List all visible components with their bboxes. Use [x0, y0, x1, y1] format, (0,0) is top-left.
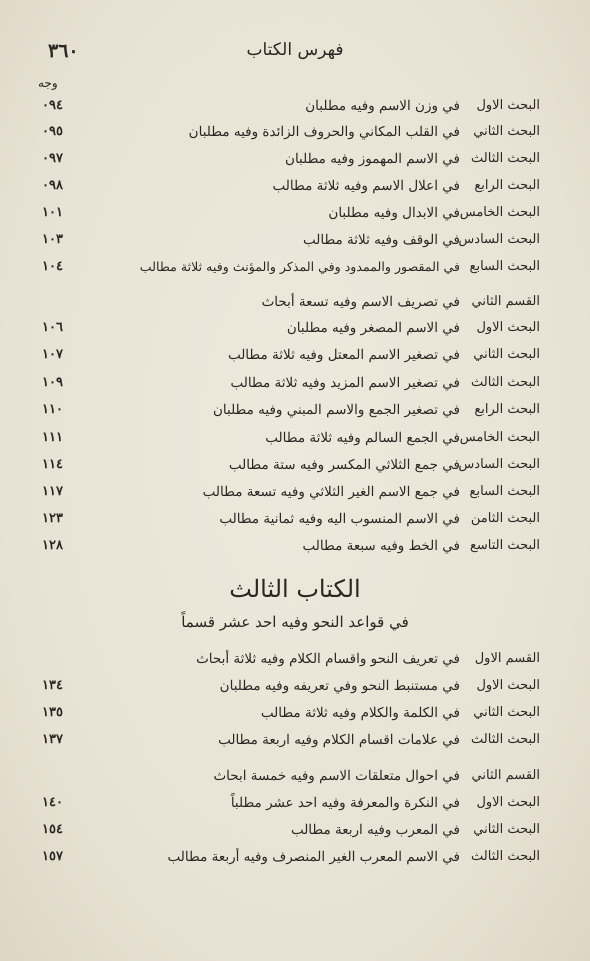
toc-entry [0, 98, 590, 124]
book-title: الكتاب الثالث [229, 575, 361, 603]
entry-description: في جمع الثلاثي المكسر وفيه ستة مطالب [228, 457, 460, 473]
entry-page-number: ١٠٦ [42, 320, 63, 335]
entry-description: في الاسم المصغر وفيه مطلبان [286, 320, 460, 336]
section-label: القسم الاول [474, 651, 540, 666]
toc-entry [0, 538, 590, 564]
toc-entry [0, 430, 590, 456]
entry-page-number: ١٠٤ [42, 259, 63, 274]
section-description: في تصريف الاسم وفيه تسعة أبحاث [261, 294, 460, 310]
entry-label: البحث الرابع [474, 402, 540, 417]
toc-entry [0, 511, 590, 537]
entry-label: البحث الثالث [471, 151, 540, 166]
entry-page-number: ١٠٩ [42, 375, 63, 390]
toc-entry [0, 151, 590, 177]
toc-entry [0, 232, 590, 258]
toc-entry [0, 705, 590, 731]
entry-description: في تصغير الاسم المعتل وفيه ثلاثة مطالب [227, 347, 460, 363]
toc-entry [0, 347, 590, 373]
toc-entry [0, 849, 590, 875]
page-header [34, 40, 556, 70]
toc-entry [0, 678, 590, 704]
entry-page-number: ١٥٤ [42, 822, 63, 837]
entry-page-number: ٠٩٤ [42, 98, 63, 113]
toc-section-heading [0, 294, 590, 320]
entry-label: البحث الاول [476, 98, 540, 113]
entry-label: البحث الثاني [473, 347, 540, 362]
entry-label: البحث السادس [458, 457, 540, 472]
entry-label: البحث الرابع [474, 178, 540, 193]
entry-page-number: ١١١ [42, 430, 63, 445]
section-label: القسم الثاني [471, 294, 540, 309]
entry-label: البحث الاول [476, 320, 540, 335]
entry-label: البحث السابع [469, 259, 540, 274]
toc-entry [0, 484, 590, 510]
entry-description: في القلب المكاني والحروف الزائدة وفيه مطلبان [188, 124, 460, 140]
entry-label: البحث الثاني [473, 124, 540, 139]
toc-section-heading [0, 768, 590, 794]
entry-label: البحث الثامن [470, 511, 540, 526]
toc-section-heading [0, 651, 590, 677]
entry-label: البحث الثالث [471, 849, 540, 864]
running-title: فهرس الكتاب [246, 40, 344, 60]
entry-label: البحث الاول [476, 678, 540, 693]
section-label: القسم الثاني [471, 768, 540, 783]
entry-description: في الكلمة والكلام وفيه ثلاثة مطالب [260, 705, 460, 721]
entry-page-number: ١٥٧ [42, 849, 63, 864]
page-number: ٣٦٠ [48, 40, 79, 62]
entry-page-number: ١٢٣ [42, 511, 63, 526]
entry-description: في الابدال وفيه مطلبان [328, 205, 460, 221]
entry-label: البحث الثالث [471, 732, 540, 747]
entry-description: في الخط وفيه سبعة مطالب [302, 538, 460, 554]
entry-description: في علامات اقسام الكلام وفيه اربعة مطالب [218, 732, 460, 748]
entry-label: البحث الخامس [459, 430, 540, 445]
entry-description: في النكرة والمعرفة وفيه احد عشر مطلباً [230, 795, 460, 811]
entry-description: في الجمع السالم وفيه ثلاثة مطالب [265, 430, 460, 446]
entry-page-number: ١٣٥ [42, 705, 63, 720]
entry-label: البحث السابع [469, 484, 540, 499]
entry-description: في الاسم المعرب الغير المنصرف وفيه أربعة مطالب [167, 849, 460, 865]
entry-description: في الاسم المنسوب اليه وفيه ثمانية مطالب [219, 511, 460, 527]
toc-entry [0, 795, 590, 821]
toc-entry [0, 457, 590, 483]
entry-page-number: ٠٩٥ [42, 124, 63, 139]
entry-label: البحث السادس [458, 232, 540, 247]
entry-page-number: ١٠٧ [42, 347, 63, 362]
toc-entry [0, 732, 590, 758]
entry-label: البحث الثاني [473, 822, 540, 837]
toc-entry [0, 320, 590, 346]
entry-description: في الوقف وفيه ثلاثة مطالب [302, 232, 460, 248]
toc-entry [0, 375, 590, 401]
toc-entry [0, 259, 590, 285]
entry-page-number: ٠٩٨ [42, 178, 63, 193]
entry-description: في تصغير الاسم المزيد وفيه ثلاثة مطالب [230, 375, 460, 391]
toc-entry [0, 822, 590, 848]
toc-entry [0, 178, 590, 204]
toc-entry [0, 402, 590, 428]
entry-description: في وزن الاسم وفيه مطلبان [305, 98, 460, 114]
entry-page-number: ١١٠ [42, 402, 63, 417]
entry-page-number: ١٢٨ [42, 538, 63, 553]
entry-description: في المعرب وفيه اربعة مطالب [290, 822, 460, 838]
entry-description: في المقصور والممدود وفي المذكر والمؤنث وفيه ثلاثة مطالب [139, 259, 460, 274]
toc-entry [0, 124, 590, 150]
entry-label: البحث الثاني [473, 705, 540, 720]
entry-label: البحث التاسع [469, 538, 540, 553]
entry-label: البحث الاول [476, 795, 540, 810]
book-subtitle: في قواعد النحو وفيه احد عشر قسماً [181, 613, 409, 631]
entry-page-number: ٠٩٧ [42, 151, 63, 166]
entry-description: في اعلال الاسم وفيه ثلاثة مطالب [272, 178, 460, 194]
entry-page-number: ١٣٤ [42, 678, 63, 693]
entry-page-number: ١٠١ [42, 205, 63, 220]
entry-label: البحث الثالث [471, 375, 540, 390]
entry-description: في جمع الاسم الغير الثلاثي وفيه تسعة مطالب [202, 484, 460, 500]
toc-entry [0, 205, 590, 231]
entry-page-number: ١٤٠ [42, 795, 63, 810]
entry-page-number: ١٣٧ [42, 732, 63, 747]
entry-page-number: ١١٧ [42, 484, 63, 499]
entry-description: في تصغير الجمع والاسم المبني وفيه مطلبان [212, 402, 460, 418]
entry-description: في الاسم المهموز وفيه مطلبان [285, 151, 460, 167]
entry-page-number: ١١٤ [42, 457, 63, 472]
entry-description: في مستنبط النحو وفي تعريفه وفيه مطلبان [219, 678, 460, 694]
entry-label: البحث الخامس [459, 205, 540, 220]
section-description: في احوال متعلقات الاسم وفيه خمسة ابحاث [213, 768, 460, 784]
page-column-label: وجه [38, 76, 58, 90]
entry-page-number: ١٠٣ [42, 232, 63, 247]
section-description: في تعريف النحو واقسام الكلام وفيه ثلاثة أبحاث [196, 651, 460, 667]
